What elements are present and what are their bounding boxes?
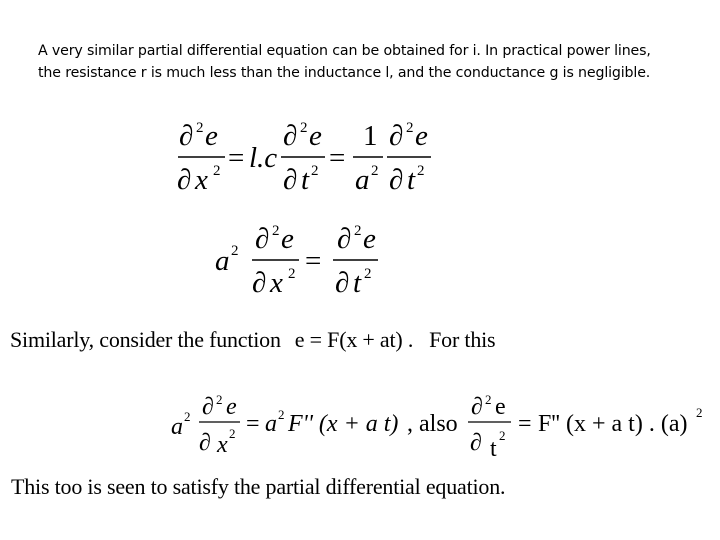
superscript-two: 2 [696,405,703,420]
partial-symbol: ∂ [389,164,404,196]
intro-paragraph [38,40,718,84]
partial-symbol: ∂ [179,120,194,152]
superscript-two: 2 [213,163,221,179]
variable-a: a [215,245,230,277]
partial-symbol: ∂ [283,164,298,196]
partial-symbol: ∂ [470,430,482,456]
superscript-two: 2 [231,243,239,259]
superscript-two: 2 [288,266,296,282]
variable-t: t [301,164,310,196]
variable-x: x [217,432,228,458]
superscript-two: 2 [216,392,223,407]
partial-symbol: ∂ [389,120,404,152]
variable-e: e [226,394,237,420]
variable-a: a [355,164,370,196]
variable-t: t [407,164,416,196]
numerator-one: 1 [363,120,378,152]
sentence-text-before: Similarly, consider the function [10,327,281,352]
variable-t: t [353,267,362,299]
partial-symbol: ∂ [471,394,483,420]
substitution-equation [168,386,708,466]
variable-a: a [171,414,183,440]
equals-sign: = [329,142,346,174]
variable-e: e [415,120,428,152]
also-text: , also [407,411,458,437]
superscript-two: 2 [229,426,236,441]
superscript-two: 2 [184,409,191,424]
superscript-two: 2 [354,223,362,239]
variable-e: e [205,120,218,152]
superscript-two: 2 [311,163,319,179]
variable-e: e [495,394,506,420]
variable-e: e [309,120,322,152]
conclusion-sentence: This too is seen to satisfy the partial differential equation. [11,474,506,499]
partial-symbol: ∂ [337,223,352,255]
intro-line-2: the resistance r is much less than the inductance l, and the conductance g is negligible. [38,65,651,81]
variable-t: t [490,436,497,462]
intro-line-1: A very similar partial differential equation can be obtained for i. In practical power lines, [38,43,651,59]
superscript-two: 2 [485,392,492,407]
partial-symbol: ∂ [199,430,211,456]
similarly-sentence [10,327,495,353]
sentence-text-after: For this [429,327,496,352]
equals-sign: = [246,411,260,437]
second-derivative-term: F'' (x + a t) . (a) [538,411,688,437]
superscript-two: 2 [417,163,425,179]
lc-product: l.c [249,142,278,174]
partial-symbol: ∂ [255,223,270,255]
superscript-two: 2 [371,163,379,179]
function-definition: e = F(x + at) . [294,327,414,352]
superscript-two: 2 [278,407,285,422]
superscript-two: 2 [406,120,414,136]
partial-symbol: ∂ [177,164,192,196]
superscript-two: 2 [196,120,204,136]
variable-e: e [363,223,376,255]
variable-a: a [265,411,277,437]
second-derivative-term: F'' (x + a t) [288,411,399,437]
partial-symbol: ∂ [335,267,350,299]
superscript-two: 2 [364,266,372,282]
partial-symbol: ∂ [283,120,298,152]
superscript-two: 2 [272,223,280,239]
equals-sign: = [228,142,245,174]
wave-equation-1 [170,112,440,200]
equals-sign: = [518,411,532,437]
equals-sign: = [305,245,322,277]
partial-symbol: ∂ [202,394,214,420]
partial-symbol: ∂ [252,267,267,299]
variable-e: e [281,223,294,255]
variable-x: x [270,267,283,299]
superscript-two: 2 [499,428,506,443]
variable-x: x [195,164,208,196]
superscript-two: 2 [300,120,308,136]
wave-equation-2 [212,215,392,305]
